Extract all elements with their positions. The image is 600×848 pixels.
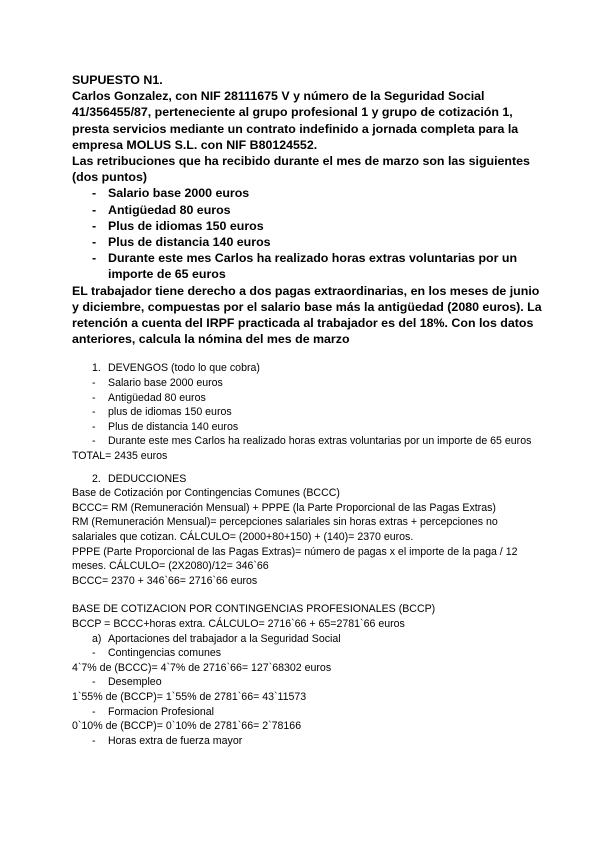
list-item: - Salario base 2000 euros — [72, 376, 542, 391]
devengos-heading-text: DEVENGOS (todo lo que cobra) — [108, 362, 260, 375]
contingencias-list — [72, 646, 542, 661]
aportaciones-text: Aportaciones del trabajador a la Seguridad Social — [108, 632, 341, 645]
list-item: - plus de idiomas 150 euros — [72, 405, 542, 420]
spacer — [72, 588, 542, 602]
supuesto-intro: Carlos Gonzalez, con NIF 28111675 V y número de la Seguridad Social 41/356455/87, perteneciente al grupo profesional 1 y grupo de cotización 1, presta servicios mediante un contrato indefinido a jornada completa para la empresa MOLUS S.L. con NIF B80124552. — [72, 89, 519, 152]
devengos-section — [72, 361, 542, 463]
supuesto-section — [72, 72, 542, 347]
spacer — [72, 347, 542, 361]
bccc-result: BCCC= 2370 + 346`66= 2716`66 euros — [72, 574, 258, 587]
fp-calculation: 0`10% de (BCCP)= 0`10% de 2781`66= 2`78166 — [72, 720, 302, 733]
supuesto-title: SUPUESTO N1. — [72, 73, 163, 87]
list-item: - Antigüedad 80 euros — [72, 391, 542, 406]
spacer — [72, 464, 542, 472]
list-item: - Durante este mes Carlos ha realizado horas extras voluntarias por un importe de 65 euros — [72, 250, 542, 282]
deducciones-number: 2. — [92, 472, 101, 485]
desempleo-list — [72, 675, 542, 690]
deducciones-heading-text: DEDUCCIONES — [108, 472, 187, 485]
desempleo-calculation: 1`55% de (BCCP)= 1`55% de 2781`66= 43`11573 — [72, 690, 307, 703]
list-item: - Formacion Profesional — [72, 705, 542, 720]
bccc-formula: BCCC= RM (Remuneración Mensual) + PPPE (la Parte Proporcional de las Pagas Extras) — [72, 501, 496, 514]
horas-extra-list — [72, 734, 542, 749]
bccp-section — [72, 602, 542, 748]
rm-calculation: RM (Remuneración Mensual)= percepciones salariales sin horas extras + percepciones no salariales que cotizan. CÁLCULO= (2000+80+150) + (140)= 2370 euros. — [72, 516, 498, 543]
list-item: - Plus de distancia 140 euros — [72, 420, 542, 435]
bccp-heading: BASE DE COTIZACION POR CONTINGENCIAS PROFESIONALES (BCCP) — [72, 603, 436, 616]
aportaciones-heading — [72, 632, 542, 647]
list-item: - Durante este mes Carlos ha realizado horas extras voluntarias por un importe de 65 euros — [72, 434, 542, 449]
devengos-number: 1. — [92, 362, 101, 375]
deducciones-section — [72, 472, 542, 589]
supuesto-closing: EL trabajador tiene derecho a dos pagas extraordinarias, en los meses de junio y diciembre, compuestas por el salario base más la antigüedad (2080 euros). La retención a cuenta del IRPF practicada al trabajador es del 18%. Con los datos anteriores, calcula la nómina del mes de marzo — [72, 283, 542, 347]
devengos-total: TOTAL= 2435 euros — [72, 450, 168, 463]
aportaciones-label: a) — [92, 632, 102, 645]
fp-list — [72, 705, 542, 720]
pppe-calculation: PPPE (Parte Proporcional de las Pagas Extras)= número de pagas x el importe de la paga / 12 meses. CÁLCULO= (2X2080)/12= 346`66 — [72, 545, 518, 573]
cc-calculation: 4`7% de (BCCC)= 4`7% de 2716`66= 127`68302 euros — [72, 661, 332, 674]
supuesto-items-list — [72, 185, 542, 282]
bccp-formula: BCCP = BCCC+horas extra. CÁLCULO= 2716`66 + 65=2781`66 euros — [72, 617, 405, 630]
deducciones-heading — [72, 472, 542, 487]
list-item: - Antigüedad 80 euros — [72, 202, 542, 218]
list-item: - Plus de distancia 140 euros — [72, 234, 542, 250]
list-item: - Desempleo — [72, 675, 542, 690]
list-item: - Contingencias comunes — [72, 646, 542, 661]
supuesto-retribuciones: Las retribuciones que ha recibido durante el mes de marzo son las siguientes (dos puntos) — [72, 154, 530, 185]
list-item: - Salario base 2000 euros — [72, 185, 542, 201]
list-item: - Horas extra de fuerza mayor — [72, 734, 542, 749]
devengos-items-list — [72, 376, 542, 449]
list-item: - Plus de idiomas 150 euros — [72, 218, 542, 234]
devengos-heading — [72, 361, 542, 376]
bccc-title: Base de Cotización por Contingencias Comunes (BCCC) — [72, 487, 340, 500]
document-page — [72, 72, 542, 748]
